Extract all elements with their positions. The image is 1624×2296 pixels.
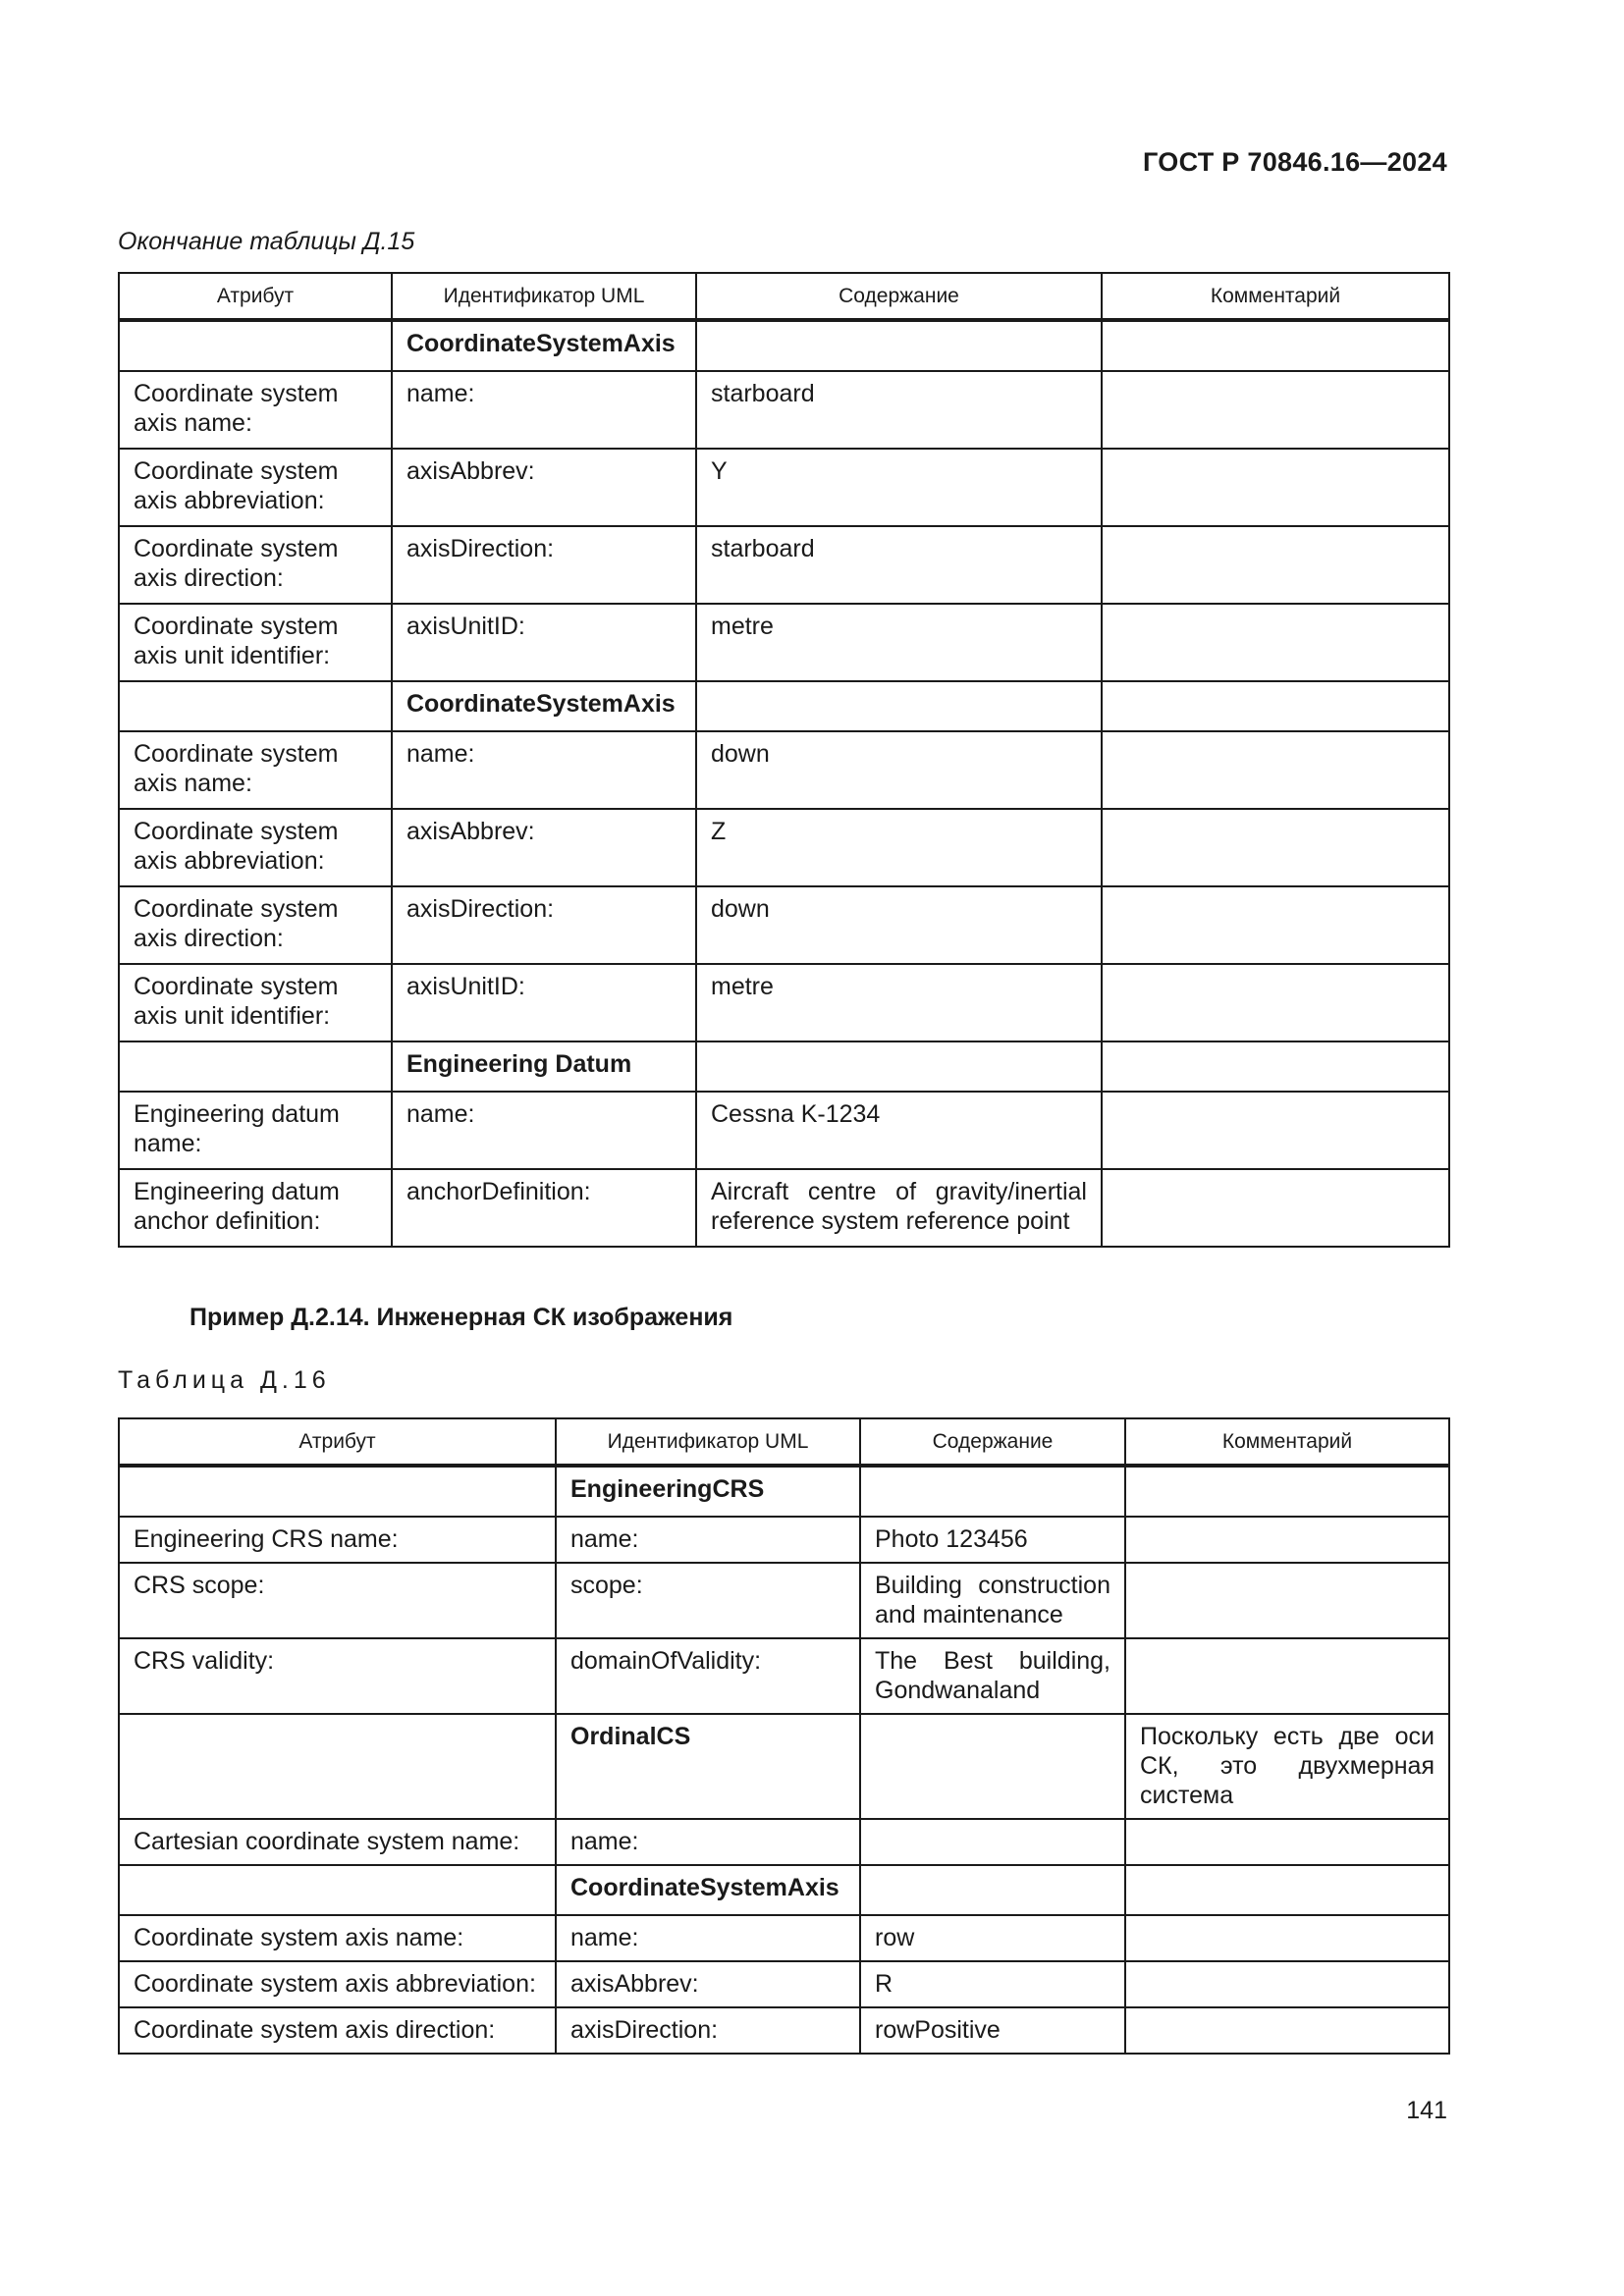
table-cell [119, 1466, 556, 1517]
column-header: Содержание [696, 273, 1102, 320]
table-cell: CRS scope: [119, 1563, 556, 1638]
column-header: Содержание [860, 1418, 1125, 1466]
table-cell: axisDirection: [392, 886, 696, 964]
table-cell [119, 681, 392, 731]
table-cell: Поскольку есть две оси СК, это двухмерная система [1125, 1714, 1449, 1819]
section-row [119, 1466, 1449, 1517]
table-cell: CoordinateSystemAxis [392, 320, 696, 371]
table-cell: row [860, 1915, 1125, 1961]
table-cell [1125, 1915, 1449, 1961]
column-header: Комментарий [1102, 273, 1449, 320]
column-header: Идентификатор UML [392, 273, 696, 320]
table-cell [1102, 604, 1449, 681]
table-cell: Y [696, 449, 1102, 526]
table-cell: CoordinateSystemAxis [556, 1865, 860, 1915]
table-cell [1102, 809, 1449, 886]
header-row [119, 1418, 1449, 1466]
table-cell [1102, 320, 1449, 371]
table-cell: Coordinate system axis name: [119, 731, 392, 809]
table-row [119, 1638, 1449, 1714]
table-cell: Coordinate system axis unit identifier: [119, 604, 392, 681]
column-header: Атрибут [119, 273, 392, 320]
table-cell: metre [696, 604, 1102, 681]
table-cell: Engineering Datum [392, 1041, 696, 1092]
table-cell [119, 1041, 392, 1092]
table-cell: R [860, 1961, 1125, 2007]
table-cell [696, 681, 1102, 731]
table-continuation-caption: Окончание таблицы Д.15 [118, 228, 415, 255]
table-row [119, 1169, 1449, 1247]
table-cell [119, 320, 392, 371]
table-cell [1102, 449, 1449, 526]
table-cell: starboard [696, 371, 1102, 449]
attributes-table-d15 [118, 272, 1450, 1248]
table-row [119, 1563, 1449, 1638]
table-cell [1102, 681, 1449, 731]
table-row [119, 1961, 1449, 2007]
section-row [119, 681, 1449, 731]
table-cell [119, 1714, 556, 1819]
table-row [119, 886, 1449, 964]
table-row [119, 2007, 1449, 2054]
table-cell: Engineering CRS name: [119, 1517, 556, 1563]
table-cell: Coordinate system axis name: [119, 1915, 556, 1961]
table-cell: Coordinate system axis abbreviation: [119, 449, 392, 526]
table-cell: name: [392, 1092, 696, 1169]
section-row [119, 1714, 1449, 1819]
table-cell: OrdinalCS [556, 1714, 860, 1819]
table-row [119, 1819, 1449, 1865]
table-cell [696, 1041, 1102, 1092]
table-cell: CoordinateSystemAxis [392, 681, 696, 731]
table-cell: starboard [696, 526, 1102, 604]
table-cell: rowPositive [860, 2007, 1125, 2054]
table-cell [860, 1466, 1125, 1517]
page-number: 141 [1406, 2097, 1447, 2124]
table-cell [1102, 526, 1449, 604]
example-title: Пример Д.2.14. Инженерная СК изображения [189, 1304, 733, 1331]
table-cell: metre [696, 964, 1102, 1041]
table-cell: Z [696, 809, 1102, 886]
table-cell: scope: [556, 1563, 860, 1638]
table-cell: Engineering datum name: [119, 1092, 392, 1169]
table-cell: axisAbbrev: [392, 449, 696, 526]
table-cell [696, 320, 1102, 371]
table-cell: axisAbbrev: [392, 809, 696, 886]
table-d16-body [119, 1418, 1449, 2054]
table-row [119, 371, 1449, 449]
table-cell: name: [556, 1819, 860, 1865]
table-cell: Coordinate system axis abbreviation: [119, 1961, 556, 2007]
table-cell: axisDirection: [556, 2007, 860, 2054]
table-cell: axisUnitID: [392, 964, 696, 1041]
section-row [119, 320, 1449, 371]
table-cell: Coordinate system axis name: [119, 371, 392, 449]
table-cell [1102, 1041, 1449, 1092]
table-cell: down [696, 731, 1102, 809]
table-cell: axisDirection: [392, 526, 696, 604]
table-cell [1102, 371, 1449, 449]
column-header: Комментарий [1125, 1418, 1449, 1466]
table-cell: Coordinate system axis direction: [119, 526, 392, 604]
table-row [119, 604, 1449, 681]
header-row [119, 273, 1449, 320]
table-row [119, 449, 1449, 526]
table-cell: Coordinate system axis unit identifier: [119, 964, 392, 1041]
table-cell [1102, 1169, 1449, 1247]
table-cell [1125, 2007, 1449, 2054]
column-header: Атрибут [119, 1418, 556, 1466]
table-cell [1102, 964, 1449, 1041]
table-cell [860, 1714, 1125, 1819]
table-cell: The Best building, Gondwanaland [860, 1638, 1125, 1714]
section-row [119, 1041, 1449, 1092]
section-row [119, 1865, 1449, 1915]
table-cell [1102, 886, 1449, 964]
attributes-table-d16 [118, 1417, 1450, 2055]
table-cell [1125, 1517, 1449, 1563]
table-cell: Coordinate system axis abbreviation: [119, 809, 392, 886]
table-cell: Photo 123456 [860, 1517, 1125, 1563]
table-d15-body [119, 273, 1449, 1247]
table-cell: name: [392, 371, 696, 449]
table-cell: Coordinate system axis direction: [119, 886, 392, 964]
table-cell [860, 1865, 1125, 1915]
table-cell [1125, 1638, 1449, 1714]
table-cell [1125, 1819, 1449, 1865]
table-cell: name: [556, 1517, 860, 1563]
table-row [119, 731, 1449, 809]
table-cell: Building construction and maintenance [860, 1563, 1125, 1638]
table-row [119, 1092, 1449, 1169]
table-cell [1102, 731, 1449, 809]
table-row [119, 526, 1449, 604]
table-cell: Aircraft centre of gravity/inertial reference system reference point [696, 1169, 1102, 1247]
table-cell: Cessna K-1234 [696, 1092, 1102, 1169]
table-cell: down [696, 886, 1102, 964]
table-label: Таблица Д.16 [118, 1366, 331, 1394]
table-cell: Engineering datum anchor definition: [119, 1169, 392, 1247]
table-cell [119, 1865, 556, 1915]
table-cell: name: [392, 731, 696, 809]
table-row [119, 1915, 1449, 1961]
table-cell: axisAbbrev: [556, 1961, 860, 2007]
table-row [119, 964, 1449, 1041]
column-header: Идентификатор UML [556, 1418, 860, 1466]
table-cell [1125, 1466, 1449, 1517]
table-cell: Cartesian coordinate system name: [119, 1819, 556, 1865]
table-row [119, 809, 1449, 886]
table-cell: Coordinate system axis direction: [119, 2007, 556, 2054]
table-cell [1102, 1092, 1449, 1169]
document-code: ГОСТ Р 70846.16—2024 [1143, 147, 1447, 177]
table-cell [1125, 1563, 1449, 1638]
table-cell: domainOfValidity: [556, 1638, 860, 1714]
table-cell: EngineeringCRS [556, 1466, 860, 1517]
table-cell: axisUnitID: [392, 604, 696, 681]
table-cell [860, 1819, 1125, 1865]
table-cell: name: [556, 1915, 860, 1961]
table-cell [1125, 1961, 1449, 2007]
table-cell: CRS validity: [119, 1638, 556, 1714]
table-cell: anchorDefinition: [392, 1169, 696, 1247]
table-cell [1125, 1865, 1449, 1915]
table-row [119, 1517, 1449, 1563]
